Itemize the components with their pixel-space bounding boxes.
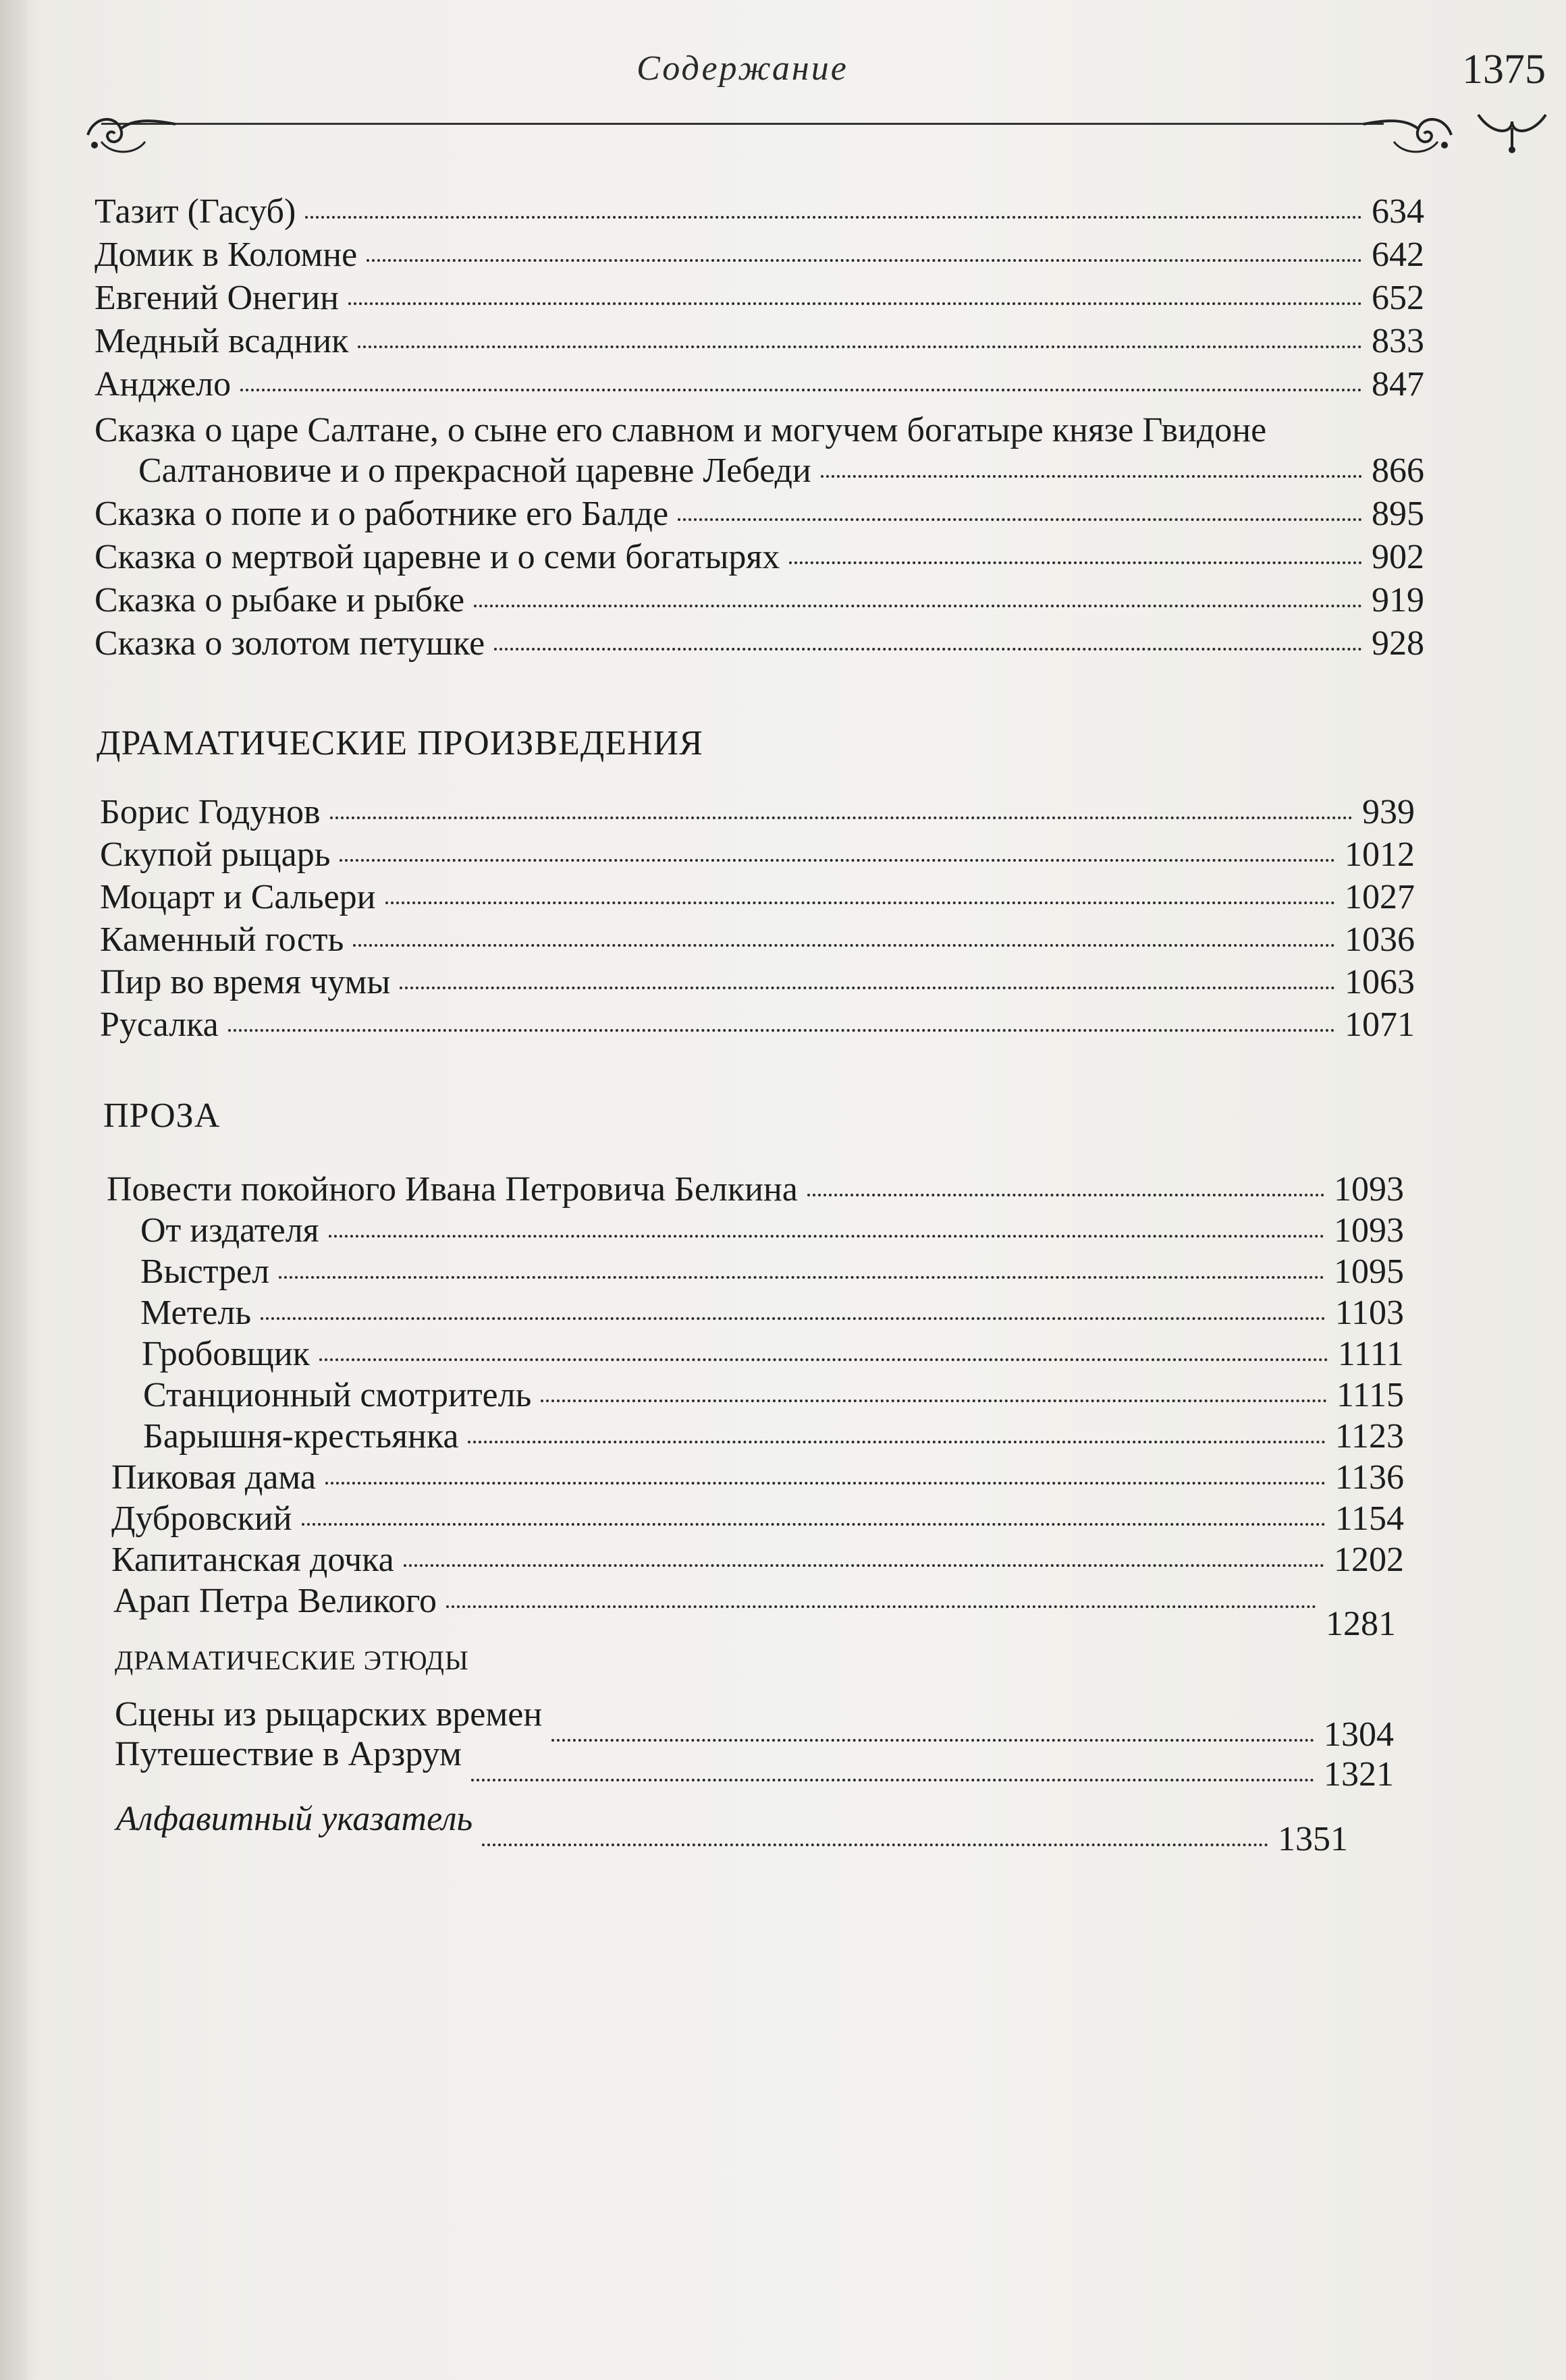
entry-page: 1281 [1326,1605,1396,1643]
entry-title: Капитанская дочка [111,1541,394,1579]
entry-page: 919 [1372,581,1424,619]
page-number: 1375 [1462,47,1546,92]
toc-entry-first-line[interactable]: Сказка о царе Салтане, о сыне его славном и могучем богатыре князе Гвидоне [94,411,1267,449]
dot-leader [807,1194,1324,1196]
toc-entry[interactable] [113,1582,1396,1643]
toc-entry[interactable] [94,238,1424,273]
entry-title: Сказка о мертвой царевне и о семи богатырях [94,538,780,576]
dot-leader [279,1276,1324,1279]
entry-title: Медный всадник [94,322,349,360]
entry-page: 1027 [1345,878,1415,916]
toc-entry[interactable] [94,626,1424,661]
toc-entry[interactable] [94,497,1424,532]
dot-leader [340,859,1335,862]
dot-leader [302,1523,1326,1526]
toc-entry[interactable] [100,965,1415,1000]
toc-entry[interactable] [111,1501,1404,1537]
entry-page: 1012 [1345,835,1415,874]
toc-entry[interactable] [94,583,1424,618]
entry-page: 1093 [1334,1211,1404,1250]
entry-page: 1063 [1345,963,1415,1001]
dot-leader [541,1400,1327,1402]
entry-title: Сказка о попе и о работнике его Балде [94,495,669,533]
entry-title: Каменный гость [100,920,344,959]
dot-leader [482,1844,1268,1846]
entry-title: Барышня-крестьянка [143,1417,459,1456]
toc-entry[interactable] [100,837,1415,873]
toc-entry[interactable] [138,453,1424,489]
entry-page: 1111 [1337,1335,1404,1373]
entry-page: 1304 [1324,1715,1394,1754]
toc-entry[interactable] [115,1735,1394,1794]
entry-title: Выстрел [140,1252,270,1291]
entry-page: 1351 [1278,1820,1348,1858]
entry-title: От издателя [140,1211,319,1250]
dot-leader [329,1235,1324,1238]
toc-entry[interactable] [100,922,1415,958]
dot-leader [468,1441,1325,1443]
entry-title: Русалка [100,1005,219,1044]
section-heading-prose: ПРОЗА [103,1097,221,1135]
entry-title: Анджело [94,365,232,404]
entry-title: Путешествие в Арзрум [115,1735,462,1773]
entry-title: Пиковая дама [111,1458,317,1497]
dot-leader [385,902,1335,904]
entry-title: Салтановиче и о прекрасной царевне Лебеди [138,451,811,490]
entry-title: Станционный смотритель [143,1376,532,1414]
entry-page: 642 [1372,236,1424,274]
toc-entry[interactable] [94,324,1424,359]
toc-subentry[interactable] [140,1213,1404,1248]
entry-page: 1115 [1336,1376,1404,1414]
entry-page: 1202 [1334,1541,1404,1579]
entry-page: 833 [1372,322,1424,360]
dot-leader [319,1358,1328,1361]
dot-leader [240,389,1362,391]
toc-entry[interactable] [94,281,1424,316]
entry-title: Евгений Онегин [94,279,339,317]
entry-page: 866 [1372,451,1424,490]
dot-leader [358,345,1362,348]
entry-page: 1136 [1334,1458,1404,1497]
entry-page: 634 [1372,192,1424,231]
toc-entry[interactable] [94,540,1424,575]
toc-entry[interactable] [107,1172,1404,1207]
subsection-heading-etudes: ДРАМАТИЧЕСКИЕ ЭТЮДЫ [115,1645,469,1676]
entry-title: Тазит (Гасуб) [94,192,296,231]
toc-entry[interactable] [111,1460,1404,1495]
dot-leader [330,817,1353,819]
entry-page: 1321 [1324,1755,1394,1794]
dot-leader [474,605,1362,607]
toc-subentry[interactable] [140,1296,1404,1331]
entry-page: 652 [1372,279,1424,317]
entry-title: Сцены из рыцарских времен [115,1695,543,1734]
toc-subentry[interactable] [140,1254,1404,1290]
dot-leader [228,1029,1335,1032]
dot-leader [404,1564,1324,1567]
entry-page: 939 [1362,793,1415,831]
entry-page: 1103 [1334,1294,1404,1332]
entry-title: Дубровский [111,1499,292,1538]
toc-entry[interactable] [100,880,1415,915]
running-header-title: Содержание [637,49,848,88]
dot-leader [789,561,1362,564]
dot-leader [494,648,1362,651]
entry-title: Домик в Коломне [94,236,358,274]
entry-page: 1093 [1334,1170,1404,1209]
entry-title: Метель [140,1294,252,1332]
dot-leader [348,302,1362,305]
entry-title: Скупой рыцарь [100,835,331,874]
entry-title: Борис Годунов [100,793,321,831]
entry-title: Сказка о рыбаке и рыбке [94,581,465,619]
dot-leader [446,1605,1316,1608]
dot-leader [261,1317,1326,1320]
entry-page: 895 [1372,495,1424,533]
entry-page: 902 [1372,538,1424,576]
toc-entry[interactable] [94,367,1424,402]
entry-title: Сказка о золотом петушке [94,624,485,663]
entry-title: Моцарт и Сальери [100,878,376,916]
entry-title: Гробовщик [142,1335,310,1373]
entry-page: 1123 [1334,1417,1404,1456]
toc-entry[interactable] [100,1007,1415,1043]
toc-entry[interactable] [94,194,1424,229]
entry-page: 1095 [1334,1252,1404,1291]
toc-entry-index[interactable] [116,1800,1348,1858]
entry-page: 1071 [1345,1005,1415,1044]
dot-leader [678,518,1362,521]
dot-leader [367,259,1362,262]
dot-leader [400,987,1335,989]
entry-page: 928 [1372,624,1424,663]
entry-page: 1036 [1345,920,1415,959]
dot-leader [325,1482,1326,1485]
toc-entry[interactable] [111,1543,1404,1578]
dot-leader [305,216,1362,219]
toc-subentry[interactable] [143,1378,1404,1413]
entry-title: Алфавитный указатель [116,1800,473,1838]
dot-leader [471,1779,1314,1781]
entry-page: 847 [1372,365,1424,404]
toc-entry[interactable] [100,795,1415,830]
entry-title: Пир во время чумы [100,963,391,1001]
entry-title: Повести покойного Ивана Петровича Белкина [107,1170,798,1209]
toc-subentry[interactable] [143,1419,1404,1454]
dot-leader [353,944,1335,947]
dot-leader [821,475,1362,478]
section-heading-dramatic: ДРАМАТИЧЕСКИЕ ПРОИЗВЕДЕНИЯ [97,724,703,763]
entry-page: 1154 [1334,1499,1404,1538]
toc-subentry[interactable] [142,1337,1404,1372]
entry-title: Арап Петра Великого [113,1582,437,1620]
